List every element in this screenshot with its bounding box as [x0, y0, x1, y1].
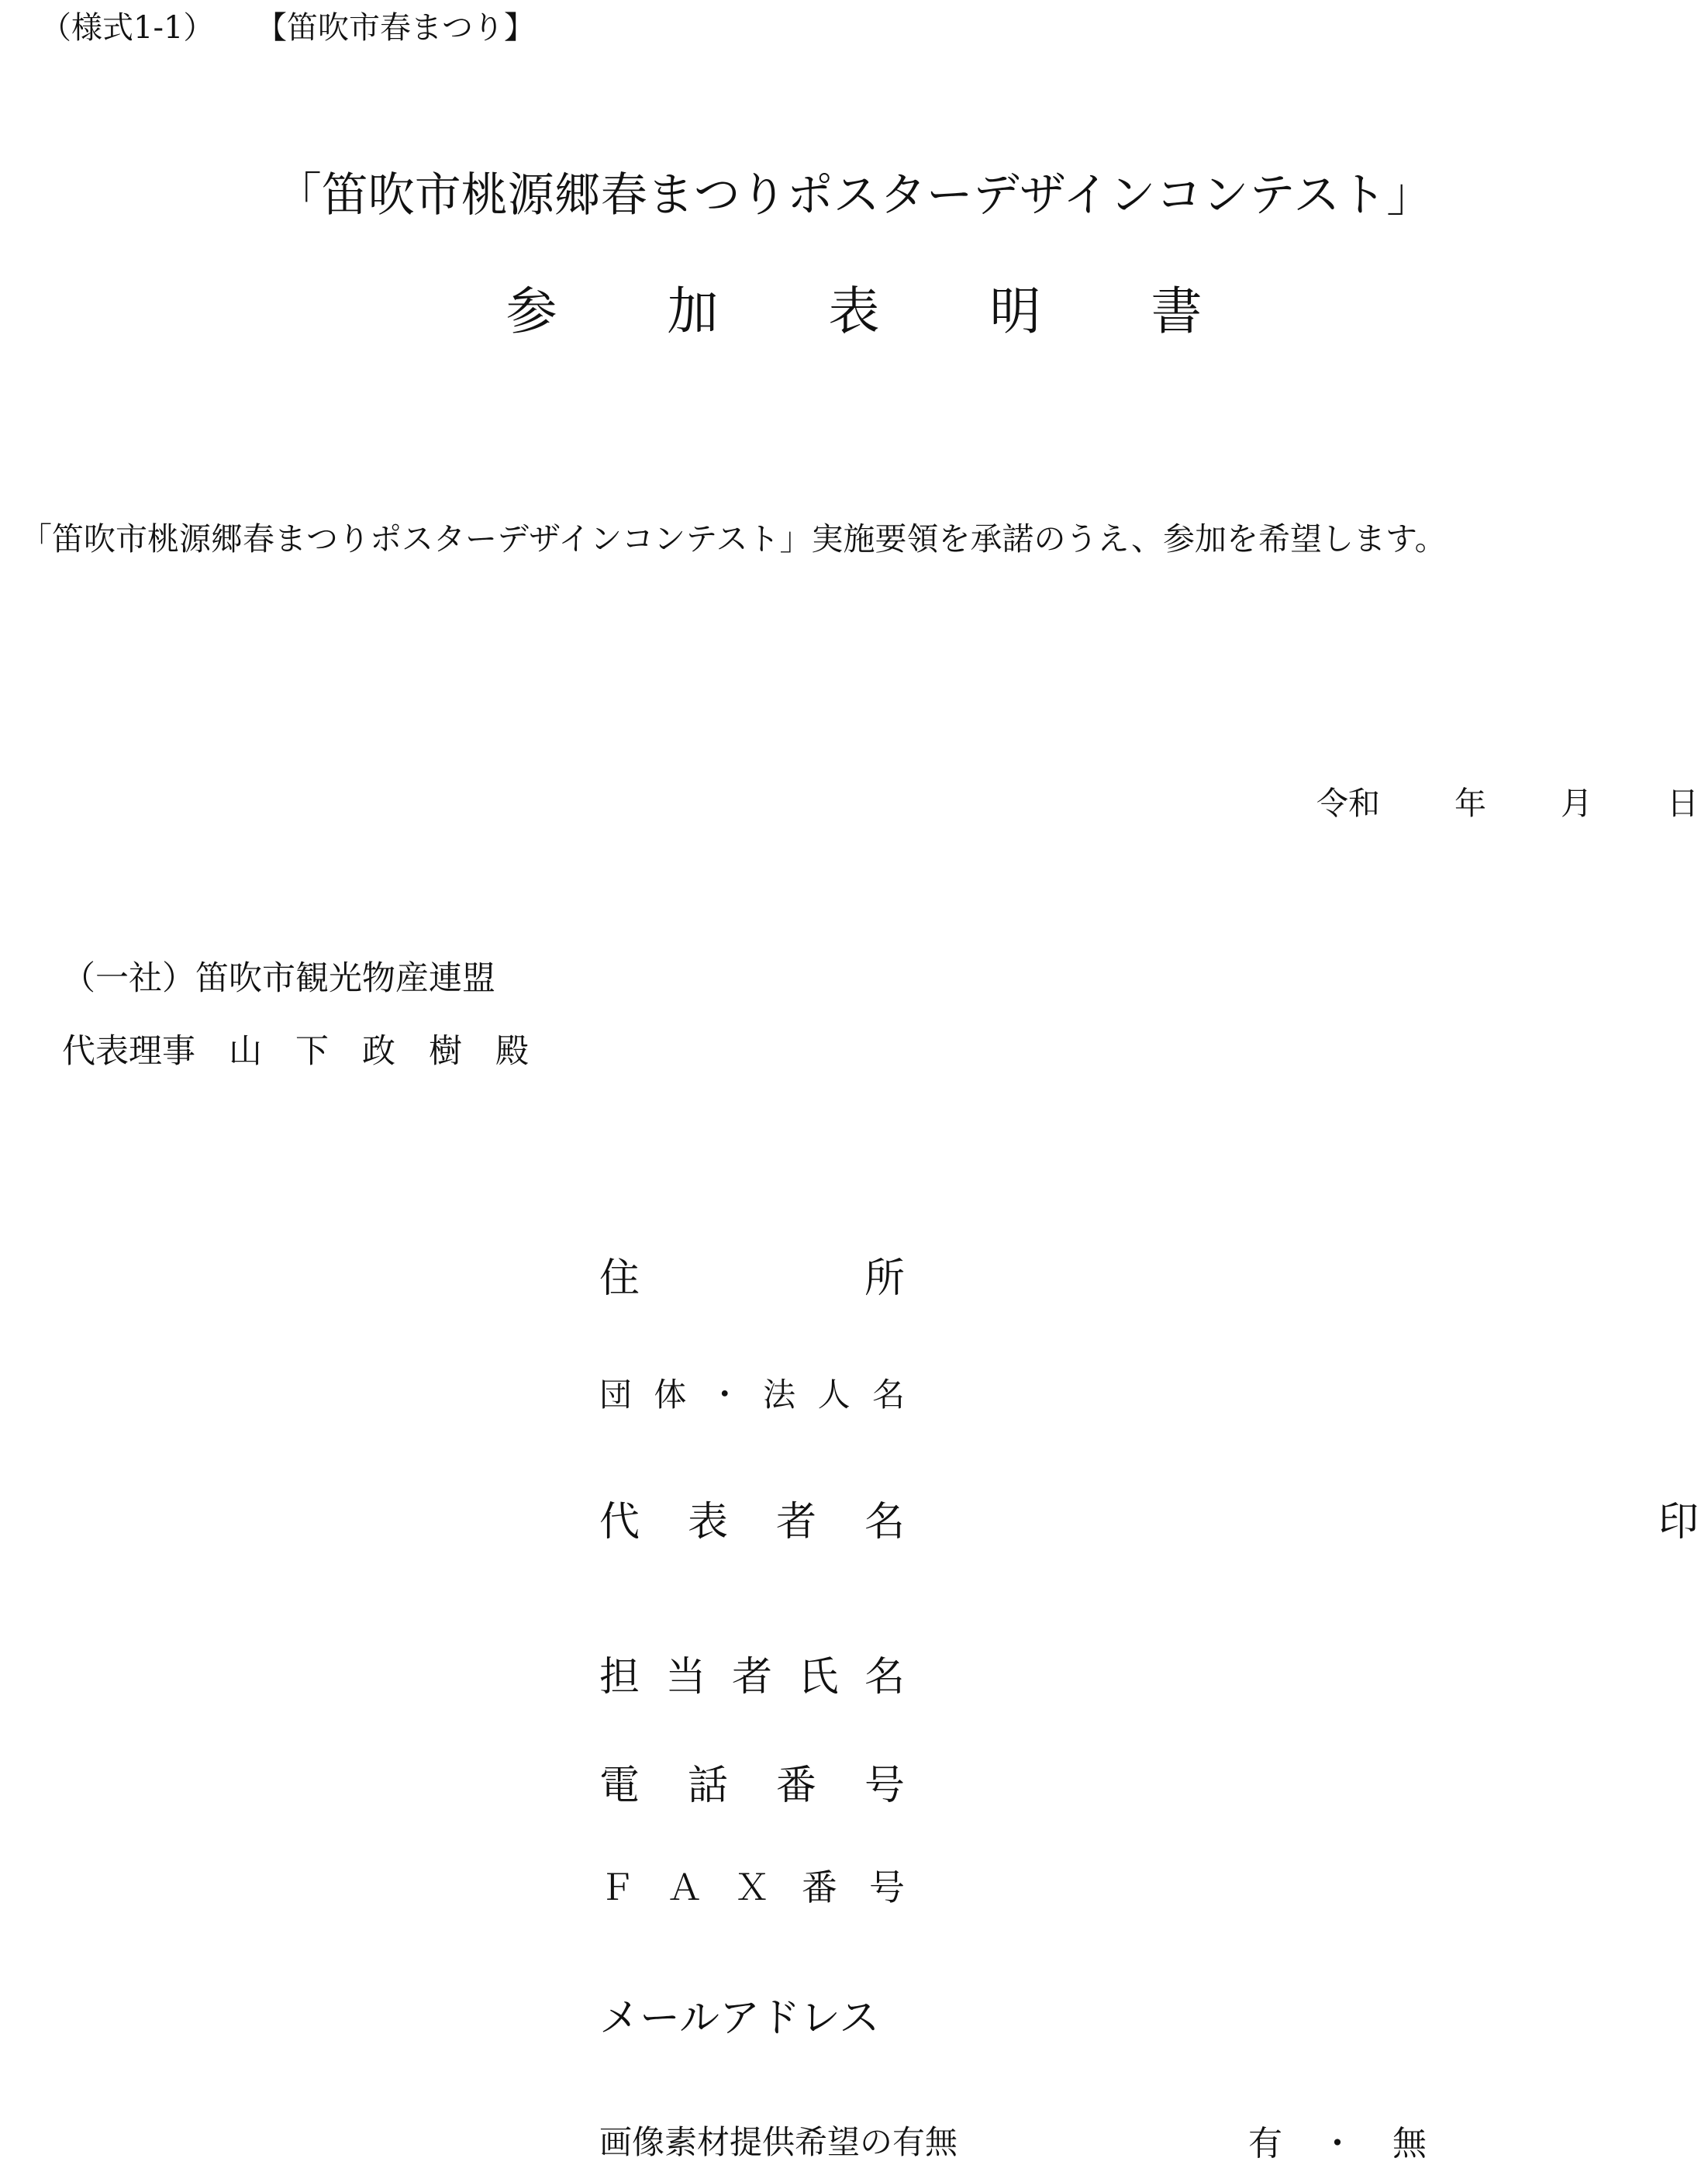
option-separator: ・ [1320, 2124, 1354, 2163]
addressee-organization: （一社）笛吹市観光物産連盟 [62, 959, 495, 998]
addressee-representative: 代表理事 山 下 政 樹 殿 [62, 1032, 529, 1071]
label-contact-person: 担 当 者 氏 名 [599, 1654, 905, 1701]
form-number: （様式1-1） [40, 10, 215, 46]
date-month: 月 [1561, 785, 1592, 822]
label-phone: 電 話 番 号 [599, 1763, 905, 1809]
date-day: 日 [1667, 785, 1699, 822]
option-yes[interactable]: 有 [1248, 2124, 1282, 2163]
label-organization: 団 体 ・ 法 人 名 [599, 1376, 905, 1414]
label-fax: Ｆ Ａ Ｘ 番 号 [599, 1866, 905, 1908]
seal-mark: 印 [1658, 1499, 1699, 1545]
form-category: 【笛吹市春まつり】 [256, 10, 535, 46]
label-image-request: 画像素材提供希望の有無 [599, 2123, 958, 2161]
image-request-options [1248, 2115, 1427, 2165]
statement-text: 「笛吹市桃源郷春まつりポスターデザインコンテスト」実施要領を承諾のうえ、参加を希望します。 [20, 520, 1447, 558]
label-email: メールアドレス [599, 1995, 880, 2042]
document-subtitle: 参加表明書 [505, 281, 1313, 341]
document-title: 「笛吹市桃源郷春まつりポスターデザインコンテスト」 [274, 168, 1434, 223]
label-address: 住 所 [599, 1255, 905, 1302]
label-representative: 代 表 者 名 [599, 1499, 905, 1545]
date-era: 令和 [1316, 785, 1380, 822]
option-no[interactable]: 無 [1392, 2124, 1427, 2163]
date-year: 年 [1454, 785, 1486, 822]
date-line [1316, 778, 1699, 824]
